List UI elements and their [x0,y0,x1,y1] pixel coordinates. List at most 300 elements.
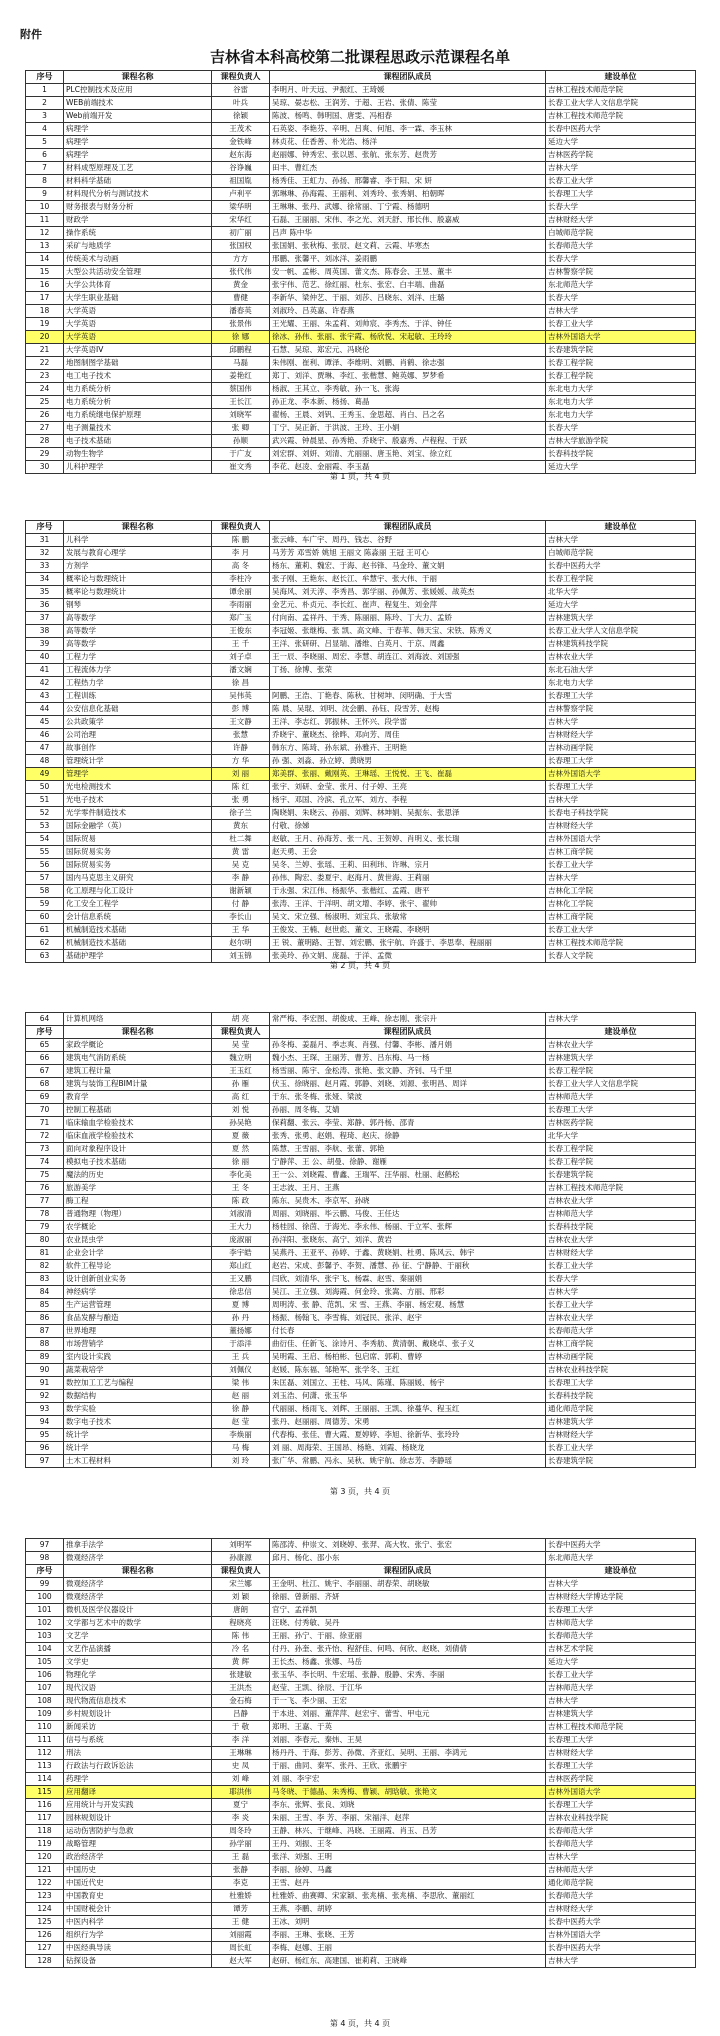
table-row [26,422,696,435]
course-leader: 孙 丹 [212,1312,270,1325]
row-number: 77 [26,1195,64,1208]
team-members: 张玉华、李长明、牛宏瑶、张静、殷静、宋秀、李丽 [270,1669,546,1682]
team-members: 杨雪丽、陈宇、金松涛、张艳、张文静、齐钊、马千里 [270,1065,546,1078]
course-name: 中医内科学 [64,1916,212,1929]
table-row [26,1955,696,1968]
row-number: 84 [26,1286,64,1299]
course-name: 中国教育史 [64,1890,212,1903]
row-number: 60 [26,911,64,924]
table-row [26,1052,696,1065]
team-members: 林贞花、任香善、朴光浩、杨洋 [270,136,546,149]
course-leader: 庞淑丽 [212,1234,270,1247]
table-row [26,1156,696,1169]
table-row [26,1903,696,1916]
course-name: 微观经济学 [64,1552,212,1565]
table-row [26,227,696,240]
course-name: 钢琴 [64,599,212,612]
course-name: 大学英语 [64,331,212,344]
table-row [26,188,696,201]
course-name: 乡村规划设计 [64,1708,212,1721]
table-row [26,1299,696,1312]
table-row [26,1604,696,1617]
team-members: 武兴霞、钟晨星、孙秀艳、乔晓宇、殷嘉秀、卢程程、于跃 [270,435,546,448]
team-members: 丁扬、徐博、张荣 [270,664,546,677]
row-number: 54 [26,833,64,846]
row-number: 52 [26,807,64,820]
institution: 吉林大学旅游学院 [546,435,696,448]
course-leader: 徐 娜 [212,331,270,344]
row-number: 124 [26,1903,64,1916]
row-number: 24 [26,383,64,396]
row-number: 93 [26,1403,64,1416]
institution: 长春工业大学 [546,175,696,188]
institution: 吉林农业大学 [546,1312,696,1325]
row-number: 49 [26,768,64,781]
course-name: 数字电子技术 [64,1416,212,1429]
column-header: 课程团队成员 [270,1565,546,1578]
course-leader: 夏 然 [212,1143,270,1156]
team-members: 张美玲、孙文娟、庞磊、于洋、孟微 [270,950,546,963]
row-number: 40 [26,651,64,664]
team-members: 李丽、王琳、张晓、王芳 [270,1929,546,1942]
team-members: 吴琼、晏志松、王润芳、于超、王岩、张倩、陈莹 [270,97,546,110]
column-header: 课程负责人 [212,71,270,84]
course-name: 文艺学 [64,1630,212,1643]
row-number: 43 [26,690,64,703]
course-name: 信号与系统 [64,1734,212,1747]
course-name: 组织行为学 [64,1929,212,1942]
table-row [26,1273,696,1286]
institution: 吉林师范大学 [546,1864,696,1877]
team-members: 代丽丽、杨雨飞、刘辉、王丽丽、王凯、徐蔓华、程玉红 [270,1403,546,1416]
course-name: 大学英语 [64,305,212,318]
institution: 吉林大学 [546,305,696,318]
institution: 长春中医药大学 [546,560,696,573]
course-name: 电力系统分析 [64,396,212,409]
row-number: 38 [26,625,64,638]
course-table [25,70,696,474]
team-members: 石磊、王丽丽、宋伟、李之光、刘天舒、邢长伟、殷嘉威 [270,214,546,227]
institution: 北华大学 [546,1130,696,1143]
table-row [26,703,696,716]
team-members: 赵丽娜、钟秀宏、张以恩、张航、张东芳、赵贵芳 [270,149,546,162]
course-name: 概率论与数理统计 [64,573,212,586]
table-row [26,1338,696,1351]
row-number: 63 [26,950,64,963]
table-row [26,794,696,807]
course-name: 蔬菜栽培学 [64,1364,212,1377]
course-leader: 王 磊 [212,1851,270,1864]
table-row [26,599,696,612]
row-number: 119 [26,1838,64,1851]
row-number: 11 [26,214,64,227]
row-number: 71 [26,1117,64,1130]
table-row [26,1325,696,1338]
row-number: 88 [26,1338,64,1351]
course-leader: 黄 雷 [212,846,270,859]
team-members: 孙洋阳、张晓东、高宁、刘洋、黄岩 [270,1234,546,1247]
team-members: 代春梅、张佳、曹大霞、夏婷婷、李旭、徐新华、张玲玲 [270,1429,546,1442]
course-name: 刑法 [64,1747,212,1760]
row-number: 96 [26,1442,64,1455]
course-leader: 吕静 [212,1708,270,1721]
institution: 吉林大学 [546,1851,696,1864]
row-number: 105 [26,1656,64,1669]
course-leader: 陈 伟 [212,1630,270,1643]
row-number: 51 [26,794,64,807]
team-members: 付长春 [270,1325,546,1338]
course-name: 旅游美学 [64,1182,212,1195]
institution: 吉林农业科技学院 [546,1812,696,1825]
table-row [26,1442,696,1455]
course-leader: 谭芳 [212,1903,270,1916]
row-number: 78 [26,1208,64,1221]
course-leader: 李焕丽 [212,1429,270,1442]
table-row [26,820,696,833]
team-members: 王冰、刘明 [270,1916,546,1929]
course-leader: 金铁峰 [212,136,270,149]
institution: 长春科技学院 [546,448,696,461]
institution: 吉林农业大学 [546,1234,696,1247]
course-leader: 徐忠信 [212,1286,270,1299]
table-row [26,1591,696,1604]
course-name: 中国近代史 [64,1877,212,1890]
table-row [26,1455,696,1468]
row-number: 45 [26,716,64,729]
row-number: 19 [26,318,64,331]
table-row [26,690,696,703]
course-leader: 于添洋 [212,1338,270,1351]
table-row [26,1429,696,1442]
institution: 长春工业大学 [546,924,696,937]
team-members: 张秀、张勇、赵娟、程琦、赵庆、徐静 [270,1130,546,1143]
row-number: 18 [26,305,64,318]
course-leader: 黄金 [212,279,270,292]
team-members: 王一公、刘晓霞、曹鑫、王瑞军、汪华丽、杜丽、赵鹤松 [270,1169,546,1182]
course-leader: 赵大军 [212,1955,270,1968]
page-footer: 第 4 页，共 4 页 [329,2019,391,2028]
team-members: 吕声 陈中华 [270,227,546,240]
table-row [26,1208,696,1221]
institution: 长春中医药大学 [546,1916,696,1929]
team-members: 孙丽、周冬梅、艾婧 [270,1104,546,1117]
course-name: 材料成型原理及工艺 [64,162,212,175]
course-name: 工程流体力学 [64,664,212,677]
course-name: 教育学 [64,1091,212,1104]
course-name: 应用翻译 [64,1786,212,1799]
row-number: 26 [26,409,64,422]
team-members: 陈慧、王雪丽、李航、张蕾、郭艳 [270,1143,546,1156]
institution: 长春师范大学 [546,240,696,253]
course-name: 临床血液学检验技术 [64,1130,212,1143]
course-leader: 张静 [212,1864,270,1877]
course-leader: 谢新颖 [212,885,270,898]
team-members: 杨丹丹、于海、彭芳、孙微、齐亚红、吴明、王丽、李鸿元 [270,1747,546,1760]
team-members: 陈东、吴贵木、李京军、孙晓 [270,1195,546,1208]
course-leader: 梁 伟 [212,1377,270,1390]
row-number: 20 [26,331,64,344]
team-members: 阿鹏、王浩、丁艳春、陈秋、甘树坤、闵明确、于大雪 [270,690,546,703]
row-number: 80 [26,1234,64,1247]
institution: 吉林艺术学院 [546,1643,696,1656]
institution: 吉林财经大学 [546,1429,696,1442]
row-number: 91 [26,1377,64,1390]
team-members: 丁宁、吴正新、于洪波、王玲、王小娟 [270,422,546,435]
team-members: 吴海风、刘天淳、李秀昌、郭学丽、孙佩芳、张媛媛、战英杰 [270,586,546,599]
row-number: 4 [26,123,64,136]
column-header: 课程名称 [64,1026,212,1039]
table-row [26,409,696,422]
row-number: 103 [26,1630,64,1643]
course-name: 工程力学 [64,651,212,664]
institution: 吉林工程技术师范学院 [546,1182,696,1195]
institution: 东北师范大学 [546,279,696,292]
team-members: 王金明、杜江、姚宇、李丽丽、胡春荣、胡晓敏 [270,1578,546,1591]
page-4 [25,1538,695,1968]
course-name: 中国财税会计 [64,1903,212,1916]
course-leader: 赵 莹 [212,1416,270,1429]
course-name: 光学零件制造技术 [64,807,212,820]
course-name: 光电子技术 [64,794,212,807]
course-name: WEB前端技术 [64,97,212,110]
course-leader: 张慧 [212,729,270,742]
course-leader: 张景伟 [212,318,270,331]
course-name: 发展与教育心理学 [64,547,212,560]
course-name: 现代物流信息技术 [64,1695,212,1708]
row-number: 55 [26,846,64,859]
table-row [26,1377,696,1390]
course-leader: 李宇皓 [212,1247,270,1260]
table-row [26,214,696,227]
team-members: 王丽、孙宁、于丽、徐亚丽 [270,1630,546,1643]
row-number: 76 [26,1182,64,1195]
team-members: 王俊发、王楠、赵世彪、董文、王晓霞、李晓明 [270,924,546,937]
institution: 长春中医药大学 [546,1942,696,1955]
table-row [26,1182,696,1195]
course-table [25,1012,696,1468]
team-members: 周丽、刘晓丽、毕云鹏、马俊、王任达 [270,1208,546,1221]
team-members: 吴江、王立强、刘海霞、何金玲、张嵩、方丽、邢彩 [270,1286,546,1299]
table-row [26,1078,696,1091]
course-name: 建筑工程计量 [64,1065,212,1078]
course-name: 中医经典导读 [64,1942,212,1955]
institution: 长春工业大学 [546,1299,696,1312]
column-header: 课程负责人 [212,521,270,534]
course-leader: 孙吴艳 [212,1117,270,1130]
table-row [26,1390,696,1403]
course-leader: 刘淑清 [212,1208,270,1221]
team-members: 赵研、杨红东、高建国、崔莉莉、王晓峰 [270,1955,546,1968]
table-row [26,1864,696,1877]
team-members: 于一飞、李少丽、王宏 [270,1695,546,1708]
course-leader: 冷 名 [212,1643,270,1656]
course-leader: 李 炎 [212,1812,270,1825]
table-row [26,1013,696,1026]
course-leader: 刘子卓 [212,651,270,664]
row-number: 108 [26,1695,64,1708]
course-name: 化工原理与化工设计 [64,885,212,898]
row-number: 23 [26,370,64,383]
table-row [26,318,696,331]
table-row [26,1234,696,1247]
course-name: 新闻采访 [64,1721,212,1734]
course-leader: 高 红 [212,1091,270,1104]
team-members: 邢鹏、张馨平、刘冰洋、姜雨鹏 [270,253,546,266]
row-number: 82 [26,1260,64,1273]
course-name: 文艺作品演播 [64,1643,212,1656]
column-header: 课程名称 [64,71,212,84]
team-members: 张云峰、车广宇、周丹、钱志、谷野 [270,534,546,547]
institution: 长春师范大学 [546,1838,696,1851]
course-name: 国际贸易实务 [64,859,212,872]
course-leader: 高 冬 [212,560,270,573]
team-members: 王洋、张研研、吕显瑞、潘维、白英月、于京、周鑫 [270,638,546,651]
team-members: 张宇伟、范艺、徐红丽、杜东、张宏、白丰端、曲磊 [270,279,546,292]
row-number: 75 [26,1169,64,1182]
course-name: 国内马克思主义研究 [64,872,212,885]
team-members: 汪晓、付秀敏、吴丹 [270,1617,546,1630]
course-leader: 马磊 [212,357,270,370]
table-row [26,240,696,253]
row-number: 39 [26,638,64,651]
row-number: 81 [26,1247,64,1260]
row-number: 100 [26,1591,64,1604]
course-leader: 宋兰娜 [212,1578,270,1591]
course-name: 农学概论 [64,1221,212,1234]
course-name: 推拿手法学 [64,1539,212,1552]
course-name: 工程训练 [64,690,212,703]
course-leader: 董扬娜 [212,1325,270,1338]
course-leader: 李化美 [212,1169,270,1182]
table-row [26,1351,696,1364]
table-row [26,435,696,448]
row-number: 62 [26,937,64,950]
course-leader: 徐子兰 [212,807,270,820]
institution: 吉林建筑大学 [546,1052,696,1065]
institution: 白城师范学院 [546,547,696,560]
team-members: 于东、张冬梅、张娅、梁波 [270,1091,546,1104]
team-members: 刘 丽、周海荣、王国昂、杨艳、刘霞、杨晓龙 [270,1442,546,1455]
course-name: Web前端开发 [64,110,212,123]
institution: 长春建筑学院 [546,1455,696,1468]
team-members: 乔晓宇、董晓杰、徐晔、邓向芳、周佳 [270,729,546,742]
team-members: 郭琳琳、孙海霞、王丽利、刘秀玲、张秀娟、柏朝晖 [270,188,546,201]
table-row [26,1617,696,1630]
team-members: 王长杰、杨鑫、张娜、马岳 [270,1656,546,1669]
column-header: 课程团队成员 [270,521,546,534]
course-leader: 郑广玉 [212,612,270,625]
course-leader: 吴 克 [212,859,270,872]
institution: 吉林财经大学 [546,729,696,742]
course-name: 财务报表与财务分析 [64,201,212,214]
institution: 吉林农业大学 [546,1039,696,1052]
course-name: 世界地理 [64,1325,212,1338]
team-members: 曲衍佳、任新飞、涂诗月、李秀舫、黄清朝、戴晓卓、张子义 [270,1338,546,1351]
course-name: 动物生物学 [64,448,212,461]
institution: 吉林大学 [546,1286,696,1299]
row-number: 56 [26,859,64,872]
institution: 吉林大学 [546,534,696,547]
team-members: 李丽、徐婷、马鑫 [270,1864,546,1877]
course-name: 酶工程 [64,1195,212,1208]
team-members: 李梅、赵娜、王丽 [270,1942,546,1955]
table-row [26,396,696,409]
course-name: 普通物理（物理） [64,1208,212,1221]
institution: 吉林财经大学 [546,1247,696,1260]
team-members: 王琳琳、张丹、武娜、徐常丽、丁宁霞、杨德明 [270,201,546,214]
institution: 吉林工商学院 [546,911,696,924]
team-members: 杨振、杨翰飞、李雪梅、刘冠民、张洋、赵宇 [270,1312,546,1325]
row-number: 3 [26,110,64,123]
row-number: 27 [26,422,64,435]
table-row [26,677,696,690]
row-number: 66 [26,1052,64,1065]
team-members: 付向南、孟祥丹、于秀、陈丽丽、陈玲、丁大力、孟娇 [270,612,546,625]
course-leader: 徐 丽 [212,1156,270,1169]
row-number: 67 [26,1065,64,1078]
institution: 长春中医药大学 [546,1539,696,1552]
row-number: 32 [26,547,64,560]
course-leader: 方 华 [212,755,270,768]
team-members: 王志波、王月、王燕 [270,1182,546,1195]
course-leader: 王 兵 [212,1351,270,1364]
table-row [26,1416,696,1429]
table-row [26,1221,696,1234]
institution: 长春大学 [546,253,696,266]
table-row [26,1403,696,1416]
row-number: 48 [26,755,64,768]
institution: 吉林大学 [546,716,696,729]
team-members: 付丹、孙奎、张卉怡、程舒佳、何鸣、何欣、赵晓、刘倩倩 [270,1643,546,1656]
row-number: 118 [26,1825,64,1838]
table-row [26,149,696,162]
table-row [26,370,696,383]
institution: 吉林财经大学 [546,1747,696,1760]
row-number: 15 [26,266,64,279]
row-number: 94 [26,1416,64,1429]
course-leader: 马 梅 [212,1442,270,1455]
table-row [26,97,696,110]
row-number: 83 [26,1273,64,1286]
course-leader: 姜艳红 [212,370,270,383]
institution: 长春工程学院 [546,357,696,370]
table-row [26,612,696,625]
course-name: 病理学 [64,136,212,149]
table-row [26,1312,696,1325]
course-name: 文学都与艺术中的数学 [64,1617,212,1630]
row-number: 90 [26,1364,64,1377]
team-members: 李明月、叶天远、尹振红、王琦媛 [270,84,546,97]
table-row [26,1838,696,1851]
row-number: 13 [26,240,64,253]
table-row [26,651,696,664]
course-leader: 吴 莹 [212,1039,270,1052]
institution: 延边大学 [546,599,696,612]
course-table [25,1538,696,1968]
course-leader: 周冬玲 [212,1825,270,1838]
course-leader: 李 静 [212,872,270,885]
course-leader: 许静 [212,742,270,755]
course-leader: 魏立明 [212,1052,270,1065]
table-row [26,1117,696,1130]
row-number: 25 [26,396,64,409]
row-number: 101 [26,1604,64,1617]
row-number: 17 [26,292,64,305]
course-leader: 张 卿 [212,422,270,435]
table-row [26,1169,696,1182]
table-row [26,937,696,950]
course-leader: 李克 [212,1877,270,1890]
